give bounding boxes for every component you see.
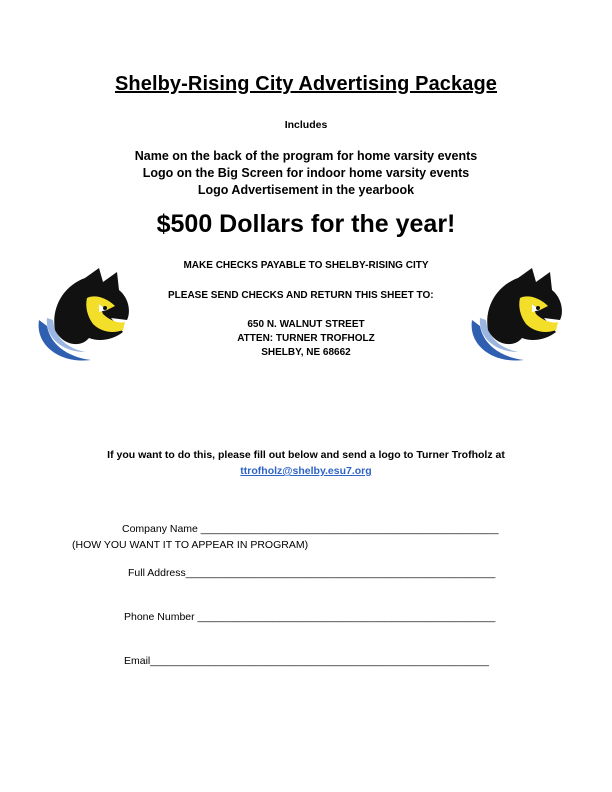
includes-list [0,148,612,199]
full-address-field[interactable]: _____________________________________________________ [185,567,496,579]
full-address-label: Full Address [128,567,186,579]
contact-email-link[interactable]: ttrofholz@shelby.esu7.org [240,465,372,477]
payable-notice: MAKE CHECKS PAYABLE TO SHELBY-RISING CITY [183,260,429,271]
mailing-address [0,318,612,360]
email-field[interactable]: __________________________________________________________ [150,655,489,667]
company-name-label: Company Name [122,523,198,535]
fill-instruction: If you want to do this, please fill out below and send a logo to Turner Trofholz at [107,449,505,461]
company-name-row [122,523,499,535]
address-attention: ATTEN: TURNER TROFHOLZ [237,333,375,344]
phone-number-label: Phone Number [124,611,195,623]
includes-heading: Includes [284,119,328,131]
email-row [124,655,489,667]
phone-number-row [124,611,495,623]
price-heading: $500 Dollars for the year! [156,210,456,238]
email-label: Email [124,655,151,667]
includes-item: Name on the back of the program for home varsity events [134,149,478,163]
phone-number-field[interactable]: ___________________________________________________ [197,611,496,623]
address-city: SHELBY, NE 68662 [261,347,351,358]
includes-item: Logo on the Big Screen for indoor home varsity events [142,166,470,180]
company-name-field[interactable]: ___________________________________________________ [200,523,499,535]
page-title: Shelby-Rising City Advertising Package [114,73,498,95]
full-address-row [128,567,495,579]
address-street: 650 N. WALNUT STREET [247,319,365,330]
company-name-note: (HOW YOU WANT IT TO APPEAR IN PROGRAM) [72,539,309,551]
includes-item: Logo Advertisement in the yearbook [197,183,415,197]
send-instruction: PLEASE SEND CHECKS AND RETURN THIS SHEET TO: [168,290,434,301]
